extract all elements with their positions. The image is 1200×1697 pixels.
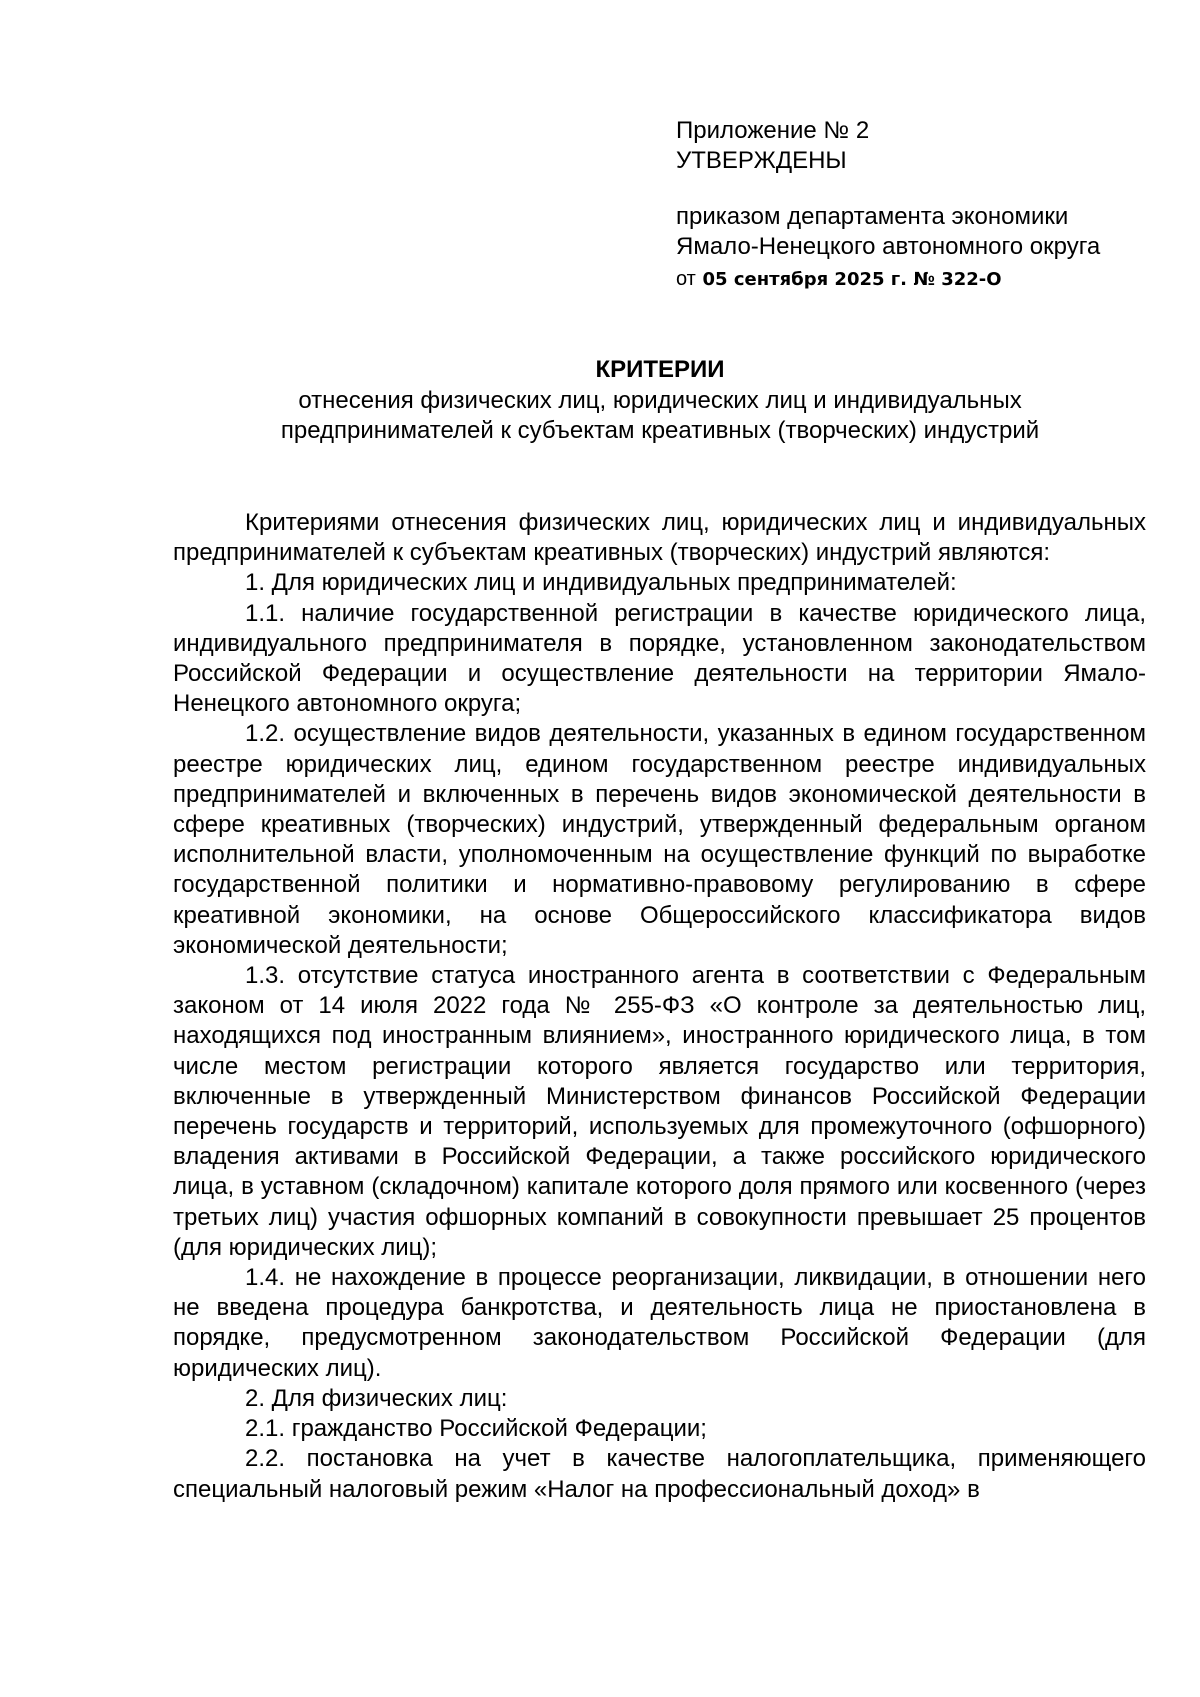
appendix-number: Приложение № 2 [676, 117, 870, 144]
paragraph-1-3: 1.3. отсутствие статуса иностранного агента в соответствии с Федеральным законом от 14 июля 2022 года № 255-ФЗ «О контроле за деятельностью лиц, находящихся под иностранным влиянием», иностранного юридического лица, в том числе местом регистрации которого является государство или территория, включенные в утвержденный Министерством финансов Российской Федерации перечень государств и территорий, используемых для промежуточного (офшорного) владения активами в Российской Федерации, а также российского юридического лица, в уставном (складочном) капитале которого доля прямого или косвенного (через третьих лиц) участия офшорных компаний в совокупности превышает 25 процентов (для юридических лиц); [173, 962, 1146, 1261]
order-date-line [676, 262, 1146, 296]
document-title: КРИТЕРИИ [595, 356, 725, 383]
order-issuer-region: Ямало-Ненецкого автономного округа [676, 233, 1101, 260]
document-subtitle-line1: отнесения физических лиц, юридических лиц и индивидуальных [298, 387, 1022, 414]
paragraph-1-4: 1.4. не нахождение в процессе реорганизации, ликвидации, в отношении него не введена процедура банкротства, и деятельность лица не приостановлена в порядке, предусмотренном законодательством Российской Федерации (для юридических лиц). [173, 1264, 1146, 1382]
approved-label: УТВЕРЖДЕНЫ [676, 147, 847, 174]
approval-block [676, 116, 1146, 296]
paragraph-intro: Критериями отнесения физических лиц, юридических лиц и индивидуальных предпринимателей к субъектам креативных (творческих) индустрий являются: [173, 509, 1146, 567]
paragraph-1-2: 1.2. осуществление видов деятельности, указанных в едином государственном реестре юридических лиц, едином государственном реестре индивидуальных предпринимателей и включенных в перечень видов экономической деятельности в сфере креативных (творческих) индустрий, утвержденный федеральным органом исполнительной власти, уполномоченным на осуществление функций по выработке государственной политики и нормативно-правовому регулированию в сфере креативной экономики, на основе Общероссийского классификатора видов экономической деятельности; [173, 720, 1146, 959]
order-prefix: от [676, 268, 696, 290]
order-issuer: приказом департамента экономики [676, 203, 1069, 230]
paragraph-2-1: 2.1. гражданство Российской Федерации; [245, 1415, 707, 1443]
order-date-stamp: 05 сентября 2025 г. № 322-О [702, 269, 1002, 290]
document-title-block [160, 355, 1160, 446]
document-subtitle-line2: предпринимателей к субъектам креативных (творческих) индустрий [280, 417, 1040, 444]
paragraph-1-1: 1.1. наличие государственной регистрации в качестве юридического лица, индивидуального предпринимателя в порядке, установленном законодательством Российской Федерации и осуществление деятельности на территории Ямало-Ненецкого автономного округа; [173, 599, 1146, 718]
paragraph-1: 1. Для юридических лиц и индивидуальных предпринимателей: [245, 569, 957, 597]
approval-gap [676, 176, 1146, 202]
paragraph-2: 2. Для физических лиц: [245, 1384, 508, 1412]
paragraph-2-2: 2.2. постановка на учет в качестве налогоплательщика, применяющего специальный налоговый режим «Налог на профессиональный доход» в [173, 1445, 1146, 1503]
document-body [173, 508, 1146, 1505]
